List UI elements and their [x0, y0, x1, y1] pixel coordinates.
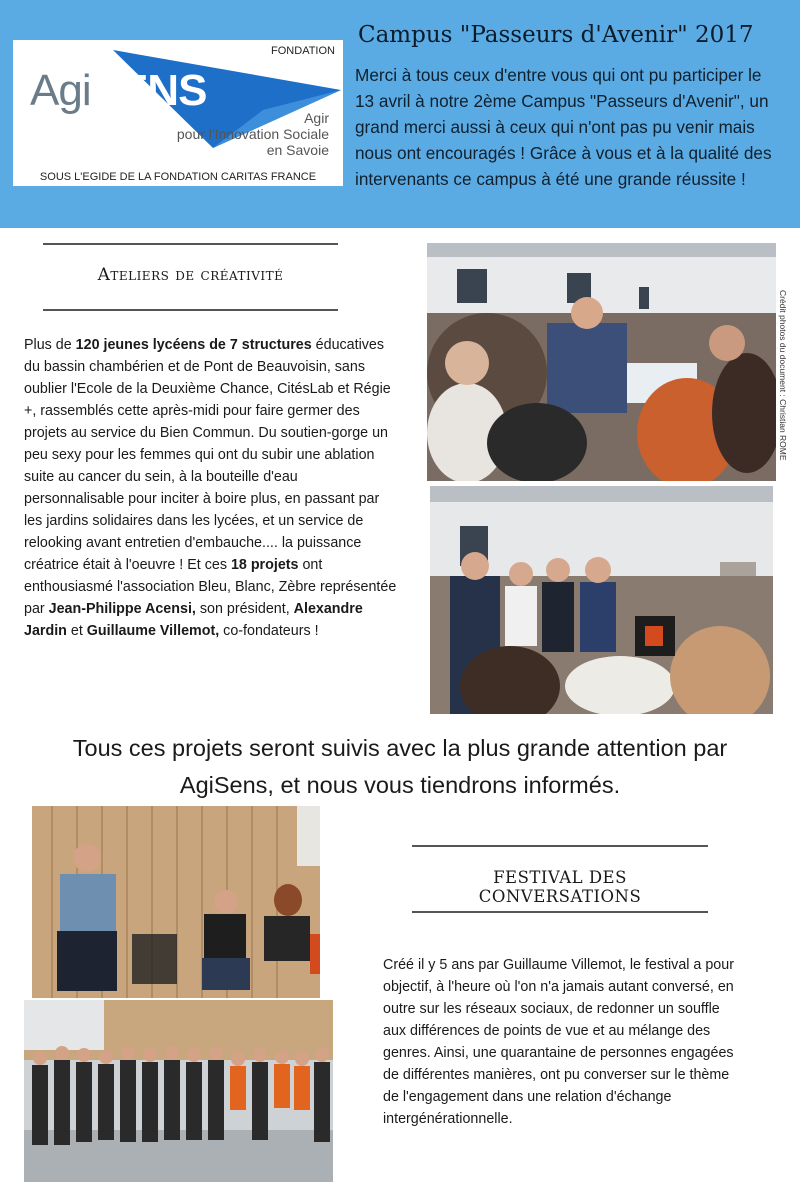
- campus-title: Campus "Passeurs d'Avenir" 2017: [358, 22, 754, 48]
- agisens-logo: [13, 40, 343, 186]
- ateliers-body: Plus de 120 jeunes lycéens de 7 structures éducatives du bassin chambérien et de Pont de Beauvoisin, sans oublier l'Ecole de la Deuxième Chance, CitésLab et Régie +, rassemblés cette après-midi pour faire germer des projets au service du Bien Commun. Du soutien-gorge un peu sexy pour les femmes qui ont du subir une ablation suite au cancer du sein, à la bouteille d'eau personnalisable pour inciter à boire plus, en passant par les jardins solidaires dans les lycées, et un service de relooking avant entretien d'embauche.... la puissance créatrice était à l'oeuvre ! Et ces 18 projets ont enthousiasmé l'association Bleu, Blanc, Zèbre représentée par Jean-Philippe Acensi, son président, Alexandre Jardin et Guillaume Villemot, co-fondateurs !: [24, 337, 397, 639]
- header-band: [0, 0, 800, 228]
- photo-workshop-1: [427, 243, 776, 481]
- follow-up-banner: Tous ces projets seront suivis avec la plus grande attention par AgiSens, et nous vous tiendrons informés.: [72, 735, 728, 798]
- festival-title: FESTIVAL DES CONVERSATIONS: [478, 868, 642, 906]
- logo-fondation-label: FONDATION: [271, 45, 335, 57]
- campus-intro: Merci à tous ceux d'entre vous qui ont pu participer le 13 avril à notre 2ème Campus "Passeurs d'Avenir", un grand merci aussi à ceux qui n'ont pas pu venir mais nous ont encouragés ! Grâce à vous et à la qualité des intervenants ce campus à été une grande réussite !: [355, 65, 772, 189]
- logo-tagline: Agir pour l'Innovation Sociale en Savoie: [176, 110, 329, 158]
- photo-festival-panel: [32, 806, 320, 998]
- photo-workshop-2: [430, 486, 773, 714]
- photo-credit: Crédit photos du document : Christian ROME: [778, 290, 788, 461]
- festival-top-rule: [412, 845, 708, 847]
- logo-egide-text: SOUS L'EGIDE DE LA FONDATION CARITAS FRANCE: [39, 171, 317, 183]
- ateliers-title: Ateliers de créativité: [97, 265, 284, 285]
- festival-bottom-rule: [412, 911, 708, 913]
- ateliers-top-rule: [43, 243, 338, 245]
- photo-festival-group: [24, 1000, 333, 1182]
- logo-wordmark: AgiSENS: [30, 66, 207, 115]
- ateliers-bottom-rule: [43, 309, 338, 311]
- festival-body: Créé il y 5 ans par Guillaume Villemot, le festival a pour objectif, à l'heure où l'on n'a jamais autant conversé, en outre sur les réseaux sociaux, de redonner un souffle aux différences de points de vue et au mélange des genres. Ainsi, une quarantaine de personnes engagées de différentes manières, ont pu converser sur le thème de l'engagement dans une relation d'échange intergénérationnelle.: [383, 957, 734, 1127]
